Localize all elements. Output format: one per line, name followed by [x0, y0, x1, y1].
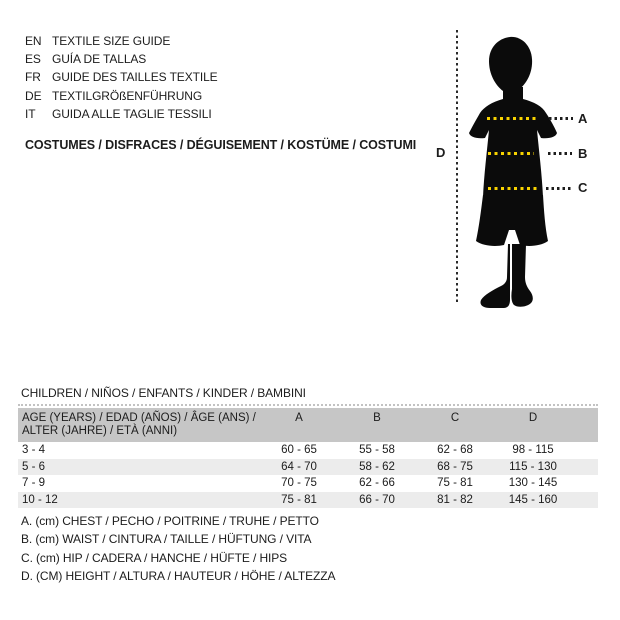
chest-value: 64 - 70	[281, 460, 317, 473]
lang-label: GUIDA ALLE TAGLIE TESSILI	[52, 106, 212, 121]
hip-label: C	[578, 180, 588, 195]
legend-line-height: D. (CM) HEIGHT / ALTURA / HAUTEUR / HÖHE / ALTEZZA	[21, 569, 336, 584]
lang-code: EN	[25, 34, 42, 48]
hip-value: 68 - 75	[437, 460, 473, 473]
height-label: D	[436, 145, 446, 160]
legend-line-waist: B. (cm) WAIST / CINTURA / TAILLE / HÜFTUNG / VITA	[21, 532, 312, 547]
hip-value: 81 - 82	[437, 493, 473, 506]
lang-code: ES	[25, 52, 41, 67]
table-row	[18, 442, 598, 459]
age-header-line1: AGE (YEARS) / EDAD (AÑOS) / ÂGE (ANS) /	[22, 412, 256, 424]
children-section-title: CHILDREN / NIÑOS / ENFANTS / KINDER / BAMBINI	[21, 386, 306, 400]
legend-line-chest: A. (cm) CHEST / PECHO / POITRINE / TRUHE / PETTO	[21, 514, 319, 528]
waist-value: 66 - 70	[359, 493, 395, 506]
hip-leader-line	[546, 187, 572, 190]
waist-value: 62 - 66	[359, 477, 395, 490]
lang-label: TEXTILE SIZE GUIDE	[52, 34, 171, 48]
lang-code: DE	[25, 88, 42, 103]
chest-label: A	[578, 111, 588, 126]
waist-measure-line	[488, 152, 534, 155]
hip-value: 62 - 68	[437, 444, 473, 457]
table-row	[18, 492, 598, 509]
column-header-c: C	[450, 412, 460, 424]
age-cell: 10 - 12	[22, 493, 58, 506]
height-value: 115 - 130	[509, 460, 557, 473]
column-header-a: A	[295, 412, 303, 424]
waist-leader-line	[548, 152, 572, 155]
age-cell: 7 - 9	[22, 477, 46, 490]
hip-value: 75 - 81	[437, 477, 473, 490]
table-row	[18, 459, 598, 476]
legend-line-hip: C. (cm) HIP / CADERA / HANCHE / HÜFTE / HIPS	[21, 550, 288, 565]
lang-code: FR	[25, 70, 41, 85]
height-value: 145 - 160	[508, 493, 558, 506]
lang-label: TEXTILGRÖßENFÜHRUNG	[52, 88, 203, 103]
chest-leader-line	[549, 117, 573, 120]
height-value: 98 - 115	[512, 444, 554, 457]
child-silhouette-icon	[455, 25, 575, 315]
height-value: 130 - 145	[508, 477, 558, 490]
age-cell: 5 - 6	[22, 460, 46, 473]
chest-value: 70 - 75	[281, 477, 317, 490]
lang-label: GUIDE DES TAILLES TEXTILE	[52, 70, 218, 85]
chest-measure-line	[487, 117, 539, 120]
table-row	[18, 475, 598, 492]
size-table	[18, 404, 598, 508]
lang-code: IT	[25, 106, 36, 121]
measurement-legend	[21, 512, 335, 586]
hip-measure-line	[488, 187, 539, 190]
waist-label: B	[578, 146, 588, 161]
size-table-header	[18, 408, 598, 442]
waist-value: 55 - 58	[359, 444, 395, 457]
chest-value: 60 - 65	[281, 444, 317, 457]
category-title: COSTUMES / DISFRACES / DÉGUISEMENT / KOSTÜME / COSTUMI	[25, 138, 417, 152]
age-header-line2: ALTER (JAHRE) / ETÀ (ANNI)	[22, 424, 178, 437]
chest-value: 75 - 81	[281, 493, 317, 506]
column-header-d: D	[528, 412, 538, 424]
age-cell: 3 - 4	[22, 444, 46, 457]
waist-value: 58 - 62	[359, 460, 395, 473]
column-header-b: B	[373, 412, 381, 424]
lang-label: GUÍA DE TALLAS	[52, 52, 147, 67]
age-header-cell	[18, 412, 260, 437]
